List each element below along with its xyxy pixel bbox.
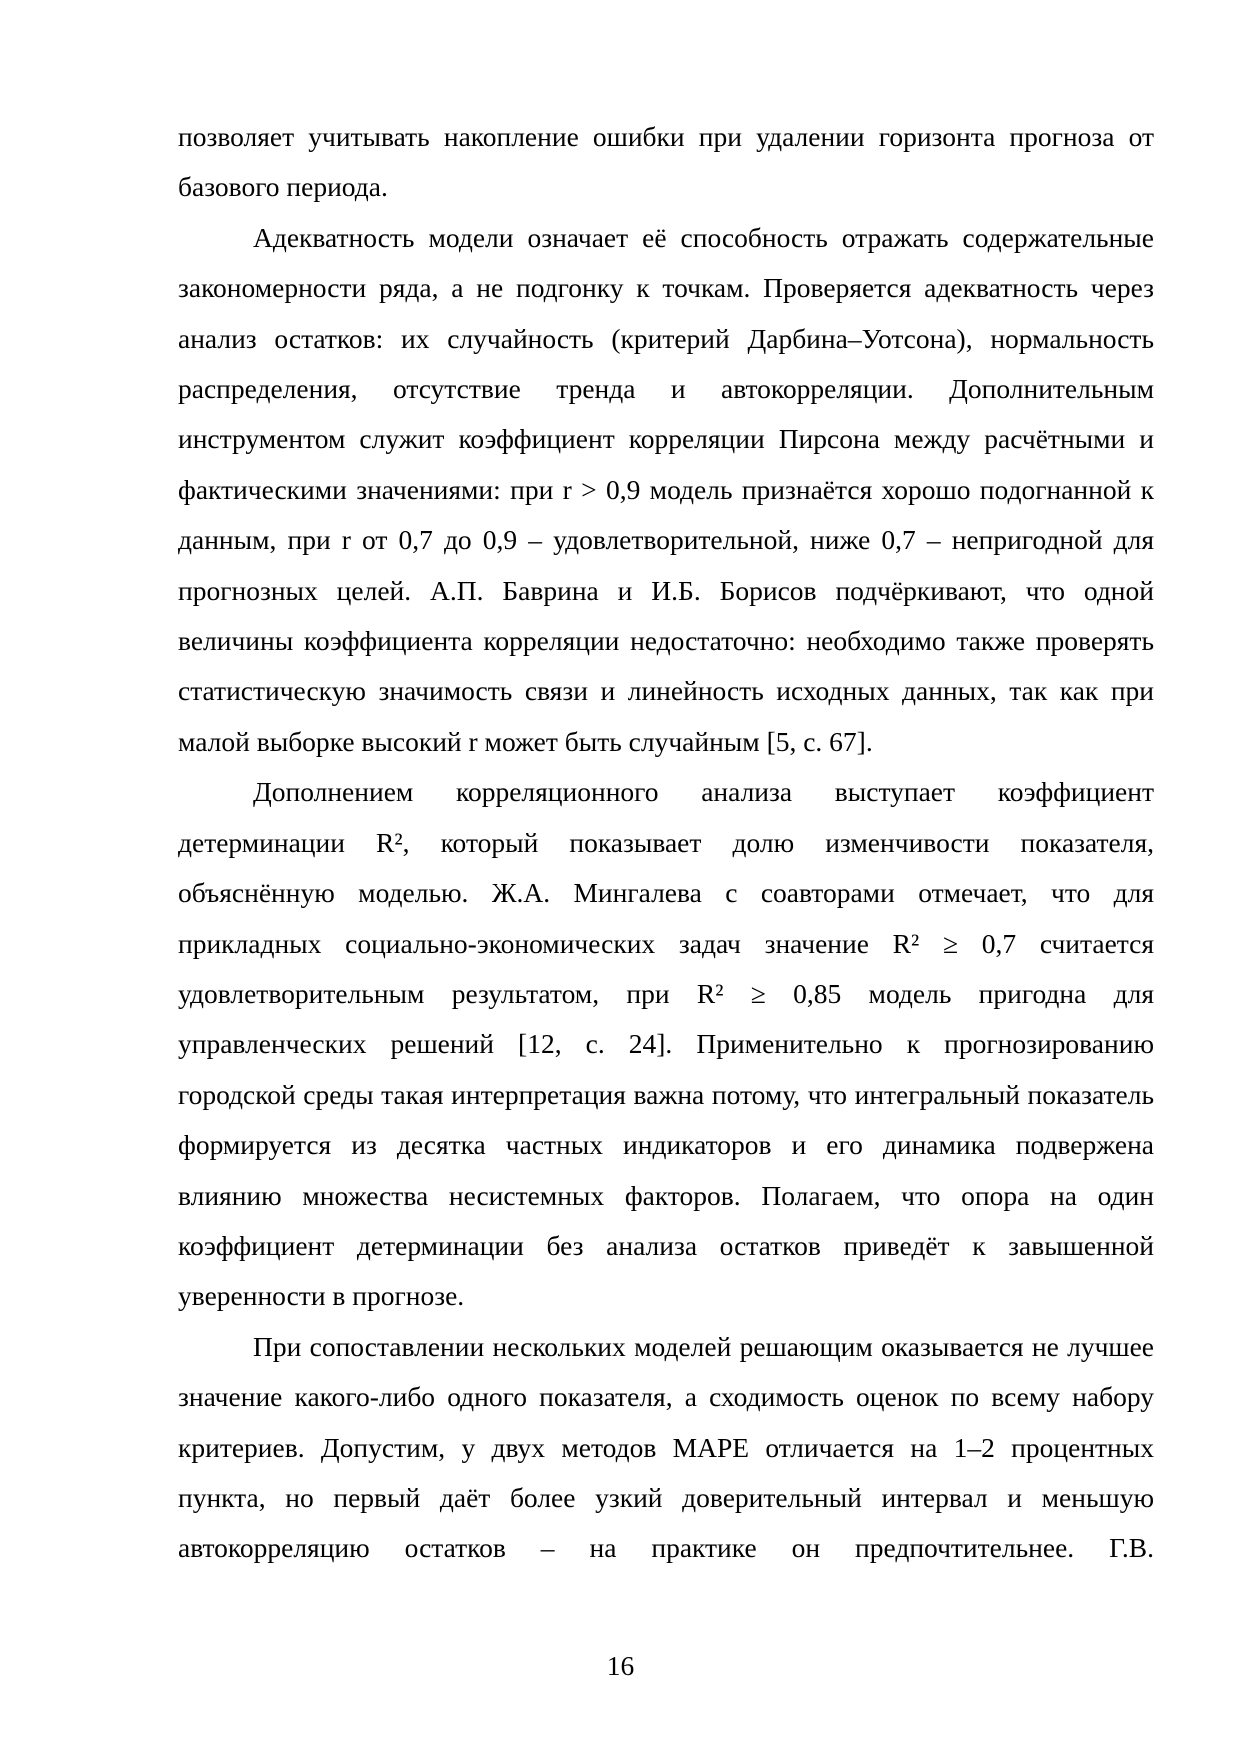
page-number: 16 bbox=[606, 1650, 635, 1681]
document-page bbox=[178, 112, 1154, 1574]
paragraph-model-comparison: При сопоставлении нескольких моделей решающим оказывается не лучшее значение какого-либо одного показателя, а сходимость оценок по всему набору критериев. Допустим, у двух методов MAPE отличается на 1–2 процентных пункта, но первый даёт более узкий доверительный интервал и меньшую автокорреляцию остатков – на практике он предпочтительнее. Г.В. bbox=[178, 1330, 1154, 1564]
paragraph-continuation: позволяет учитывать накопление ошибки при удалении горизонта прогноза от базового периода. bbox=[178, 121, 1154, 203]
paragraph-determination-coefficient: Дополнением корреляционного анализа выступает коэффициент детерминации R², который показывает долю изменчивости показателя, объяснённую моделью. Ж.А. Мингалева с соавторами отмечает, что для прикладных социально-экономических задач значение R² ≥ 0,7 считается удовлетворительным результатом, при R² ≥ 0,85 модель пригодна для управленческих решений [12, с. 24]. Применительно к прогнозированию городской среды такая интерпретация важна потому, что интегральный показатель формируется из десятка частных индикаторов и его динамика подвержена влиянию множества несистемных факторов. Полагаем, что опора на один коэффициент детерминации без анализа остатков приведёт к завышенной уверенности в прогнозе. bbox=[178, 776, 1154, 1312]
paragraph-model-adequacy: Адекватность модели означает её способность отражать содержательные закономерности ряда, а не подгонку к точкам. Проверяется адекватность через анализ остатков: их случайность (критерий Дарбина–Уотсона), нормальность распределения, отсутствие тренда и автокорреляции. Дополнительным инструментом служит коэффициент корреляции Пирсона между расчётными и фактическими значениями: при r > 0,9 модель признаётся хорошо подогнанной к данным, при r от 0,7 до 0,9 – удовлетворительной, ниже 0,7 – непригодной для прогнозных целей. А.П. Баврина и И.Б. Борисов подчёркивают, что одной величины коэффициента корреляции недостаточно: необходимо также проверять статистическую значимость связи и линейность исходных данных, так как при малой выборке высокий r может быть случайным [5, с. 67]. bbox=[178, 221, 1154, 757]
